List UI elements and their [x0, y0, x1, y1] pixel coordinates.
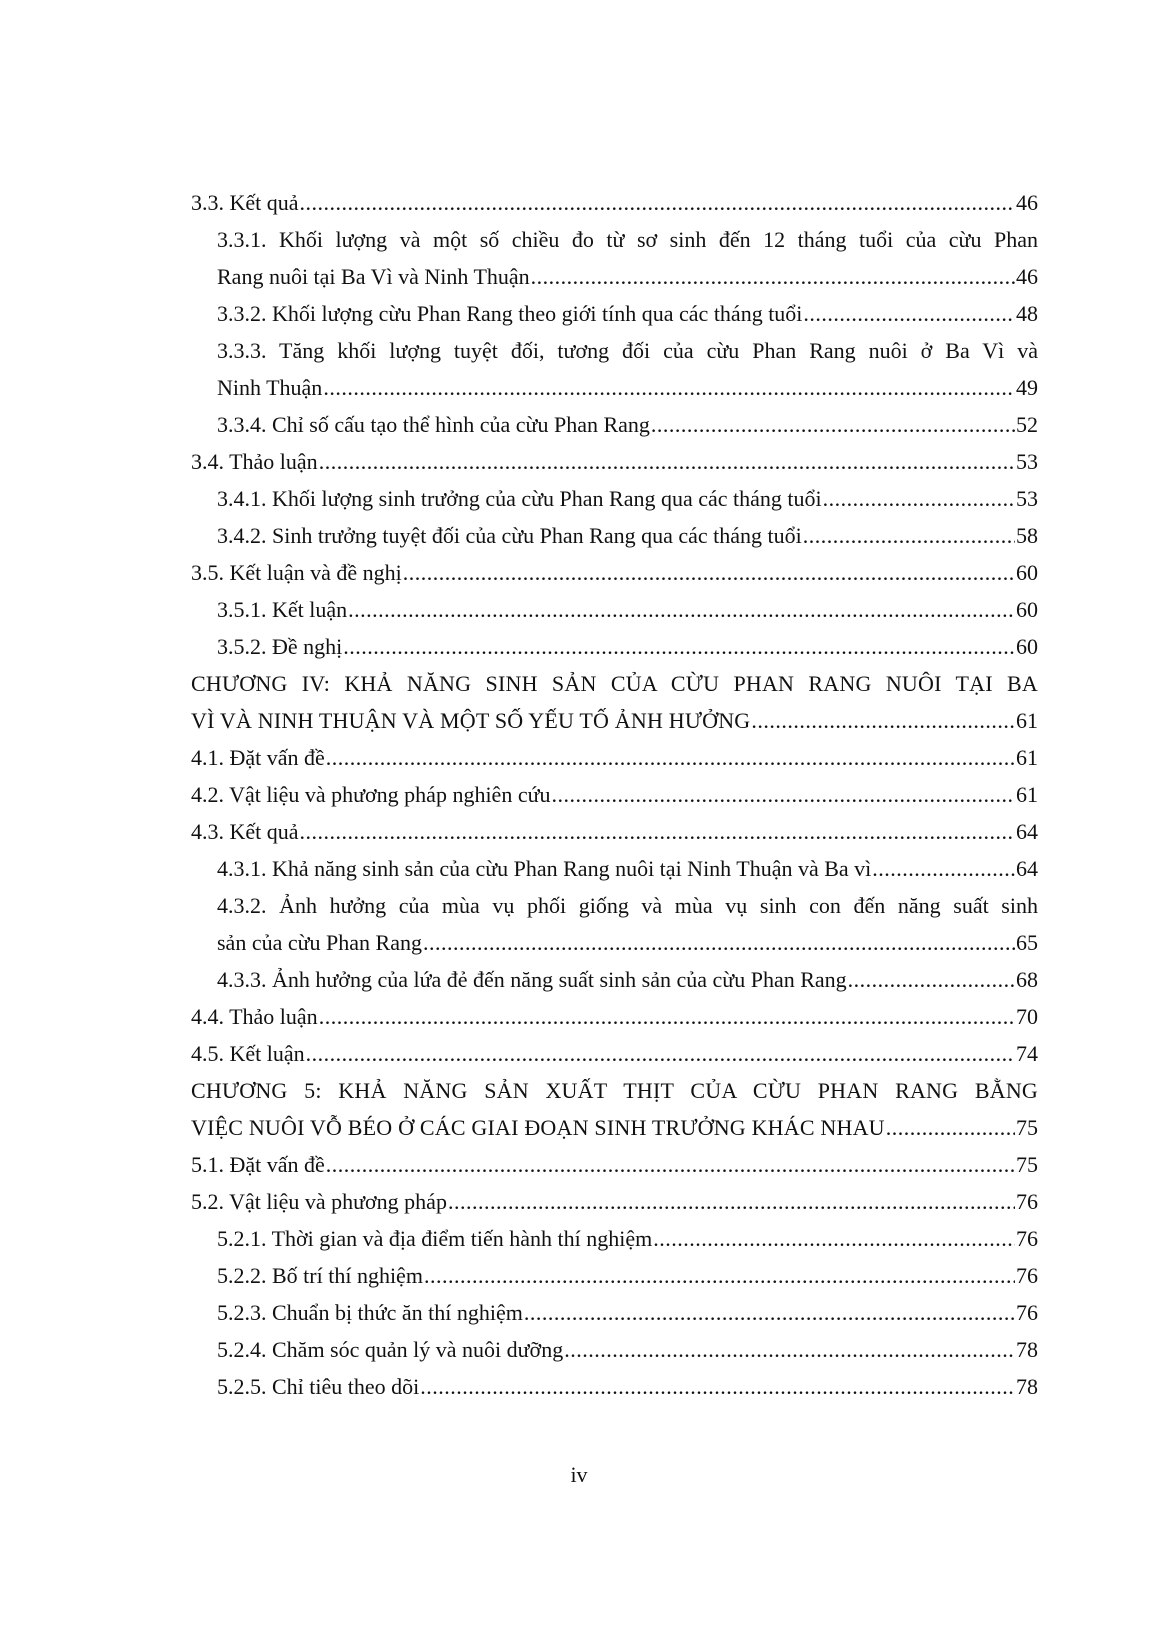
- toc-entry-title: 4.2. Vật liệu và phương pháp nghiên cứu: [191, 782, 551, 807]
- toc-entry: [191, 517, 1038, 554]
- toc-entry-title: 5.2. Vật liệu và phương pháp: [191, 1189, 447, 1214]
- toc-entry-page: 78: [1016, 1374, 1038, 1399]
- toc-entry: [191, 998, 1038, 1035]
- toc-entry-title: 4.5. Kết luận: [191, 1041, 305, 1066]
- toc-leader: [300, 184, 1015, 221]
- toc-entry-page: 52: [1016, 412, 1038, 437]
- toc-entry-title: 5.1. Đặt vấn đề: [191, 1152, 325, 1177]
- toc-entry-title: 3.5.1. Kết luận: [217, 597, 348, 622]
- toc-leader: [348, 591, 1015, 628]
- toc-entry-title: 5.2.4. Chăm sóc quản lý và nuôi dưỡng: [217, 1337, 564, 1362]
- toc-entry-page: 64: [1016, 819, 1038, 844]
- toc-entry: [191, 1146, 1038, 1183]
- toc-entry-line1: 3.3.1. Khối lượng và một số chiều đo từ sơ sinh đến 12 tháng tuổi của cừu Phan: [217, 227, 1038, 252]
- toc-leader: [319, 443, 1015, 480]
- toc-leader: [448, 1183, 1015, 1220]
- toc-entry: [191, 924, 1038, 961]
- toc-entry-page: 48: [1016, 301, 1038, 326]
- toc-entry: [191, 295, 1038, 332]
- toc-entry-page: 76: [1016, 1300, 1038, 1325]
- toc-leader: [823, 480, 1015, 517]
- toc-leader: [524, 1294, 1015, 1331]
- toc-entry-page: 46: [1016, 190, 1038, 215]
- toc-entry-title: 5.2.1. Thời gian và địa điểm tiến hành thí nghiệm: [217, 1226, 653, 1251]
- toc-entry: [191, 591, 1038, 628]
- toc-entry: [191, 1368, 1038, 1405]
- toc-leader: [323, 369, 1015, 406]
- toc-entry-page: 75: [1016, 1152, 1038, 1177]
- toc-entry-title: VÌ VÀ NINH THUẬN VÀ MỘT SỐ YẾU TỐ ẢNH HƯỞNG: [191, 708, 751, 733]
- toc-entry: [191, 1220, 1038, 1257]
- toc-leader: [651, 406, 1015, 443]
- toc-entry-title: 5.2.5. Chỉ tiêu theo dõi: [217, 1374, 420, 1399]
- toc-leader: [886, 1109, 1015, 1146]
- toc-entry: [191, 628, 1038, 665]
- toc-leader: [803, 517, 1015, 554]
- toc-entry-title: Ninh Thuận: [217, 375, 323, 400]
- toc-chapter-entry: [191, 1109, 1038, 1146]
- toc-entry-title: 3.5. Kết luận và đề nghị: [191, 560, 402, 585]
- toc-entry-title: sản của cừu Phan Rang: [217, 930, 422, 955]
- toc-entry-page: 74: [1016, 1041, 1038, 1066]
- toc-leader: [306, 1035, 1015, 1072]
- toc-entry: [191, 554, 1038, 591]
- toc-leader: [343, 628, 1015, 665]
- toc-entry-title: 5.2.2. Bố trí thí nghiệm: [217, 1263, 423, 1288]
- toc-entry-page: 60: [1016, 560, 1038, 585]
- toc-leader: [564, 1331, 1015, 1368]
- toc-leader: [420, 1368, 1015, 1405]
- toc-entry: [191, 1183, 1038, 1220]
- toc-entry-page: 76: [1016, 1263, 1038, 1288]
- toc-entry-page: 53: [1016, 449, 1038, 474]
- toc-leader: [531, 258, 1015, 295]
- toc-entry: [191, 406, 1038, 443]
- toc-entry-page: 78: [1016, 1337, 1038, 1362]
- toc-entry-page: 70: [1016, 1004, 1038, 1029]
- toc-entry: [191, 1035, 1038, 1072]
- toc-leader: [872, 850, 1015, 887]
- toc-leader: [653, 1220, 1015, 1257]
- toc-entry: [191, 369, 1038, 406]
- toc-entry: [191, 813, 1038, 850]
- toc-entry-title: Rang nuôi tại Ba Vì và Ninh Thuận: [217, 264, 530, 289]
- toc-leader: [326, 1146, 1015, 1183]
- toc-leader: [326, 739, 1015, 776]
- toc-entry-title: 4.3.3. Ảnh hưởng của lứa đẻ đến năng suất sinh sản của cừu Phan Rang: [217, 967, 847, 992]
- toc-entry-page: 60: [1016, 634, 1038, 659]
- toc-entry-title: 3.3.2. Khối lượng cừu Phan Rang theo giới tính qua các tháng tuổi: [217, 301, 803, 326]
- toc-entry-line1: 3.3.3. Tăng khối lượng tuyệt đối, tương đối của cừu Phan Rang nuôi ở Ba Vì và: [217, 338, 1038, 363]
- toc-leader: [300, 813, 1015, 850]
- toc-chapter-line1: CHƯƠNG IV: KHẢ NĂNG SINH SẢN CỦA CỪU PHAN RANG NUÔI TẠI BA: [191, 671, 1038, 696]
- toc-entry-page: 46: [1016, 264, 1038, 289]
- toc-entry-title: 4.1. Đặt vấn đề: [191, 745, 325, 770]
- toc-entry-page: 49: [1016, 375, 1038, 400]
- toc-entry-title: 3.4.1. Khối lượng sinh trưởng của cừu Phan Rang qua các tháng tuổi: [217, 486, 822, 511]
- toc-leader: [423, 924, 1015, 961]
- toc-entry: [191, 1331, 1038, 1368]
- toc-entry-page: 60: [1016, 597, 1038, 622]
- toc-chapter-entry: [191, 702, 1038, 739]
- toc-entry: [191, 776, 1038, 813]
- toc-entry: [191, 1294, 1038, 1331]
- toc-entry-title: 3.3. Kết quả: [191, 190, 299, 215]
- toc-leader: [552, 776, 1015, 813]
- toc-entry: [191, 480, 1038, 517]
- toc-entry-page: 65: [1016, 930, 1038, 955]
- toc-entry: [191, 184, 1038, 221]
- toc-entry-title: VIỆC NUÔI VỖ BÉO Ở CÁC GIAI ĐOẠN SINH TRƯỞNG KHÁC NHAU: [191, 1115, 885, 1140]
- toc-entry-page: 64: [1016, 856, 1038, 881]
- toc-entry-page: 61: [1016, 708, 1038, 733]
- toc-entry: [191, 443, 1038, 480]
- toc-leader: [848, 961, 1015, 998]
- table-of-contents: [191, 184, 1038, 1405]
- toc-entry-page: 58: [1016, 523, 1038, 548]
- page-number: iv: [570, 1462, 588, 1487]
- toc-entry-page: 68: [1016, 967, 1038, 992]
- toc-entry-line1: 4.3.2. Ảnh hưởng của mùa vụ phối giống và mùa vụ sinh con đến năng suất sinh: [217, 893, 1038, 918]
- toc-entry-page: 61: [1016, 745, 1038, 770]
- toc-entry-page: 53: [1016, 486, 1038, 511]
- toc-entry-title: 4.3. Kết quả: [191, 819, 299, 844]
- toc-entry: [191, 961, 1038, 998]
- toc-entry-title: 5.2.3. Chuẩn bị thức ăn thí nghiệm: [217, 1300, 523, 1325]
- toc-leader: [803, 295, 1015, 332]
- toc-entry-title: 3.4.2. Sinh trưởng tuyệt đối của cừu Phan Rang qua các tháng tuổi: [217, 523, 802, 548]
- toc-entry: [191, 739, 1038, 776]
- toc-entry-title: 3.3.4. Chỉ số cấu tạo thể hình của cừu Phan Rang: [217, 412, 650, 437]
- toc-leader: [319, 998, 1015, 1035]
- toc-chapter-line1: CHƯƠNG 5: KHẢ NĂNG SẢN XUẤT THỊT CỦA CỪU PHAN RANG BẰNG: [191, 1078, 1038, 1103]
- toc-entry-title: 3.5.2. Đề nghị: [217, 634, 343, 659]
- toc-entry-page: 75: [1016, 1115, 1038, 1140]
- toc-leader: [751, 702, 1015, 739]
- toc-leader: [403, 554, 1015, 591]
- toc-entry-title: 3.4. Thảo luận: [191, 449, 318, 474]
- toc-entry: [191, 1257, 1038, 1294]
- toc-entry-page: 76: [1016, 1189, 1038, 1214]
- toc-entry: [191, 258, 1038, 295]
- toc-leader: [424, 1257, 1015, 1294]
- toc-entry: [191, 850, 1038, 887]
- toc-entry-page: 76: [1016, 1226, 1038, 1251]
- toc-entry-page: 61: [1016, 782, 1038, 807]
- toc-entry-title: 4.4. Thảo luận: [191, 1004, 318, 1029]
- toc-entry-title: 4.3.1. Khả năng sinh sản của cừu Phan Rang nuôi tại Ninh Thuận và Ba vì: [217, 856, 872, 881]
